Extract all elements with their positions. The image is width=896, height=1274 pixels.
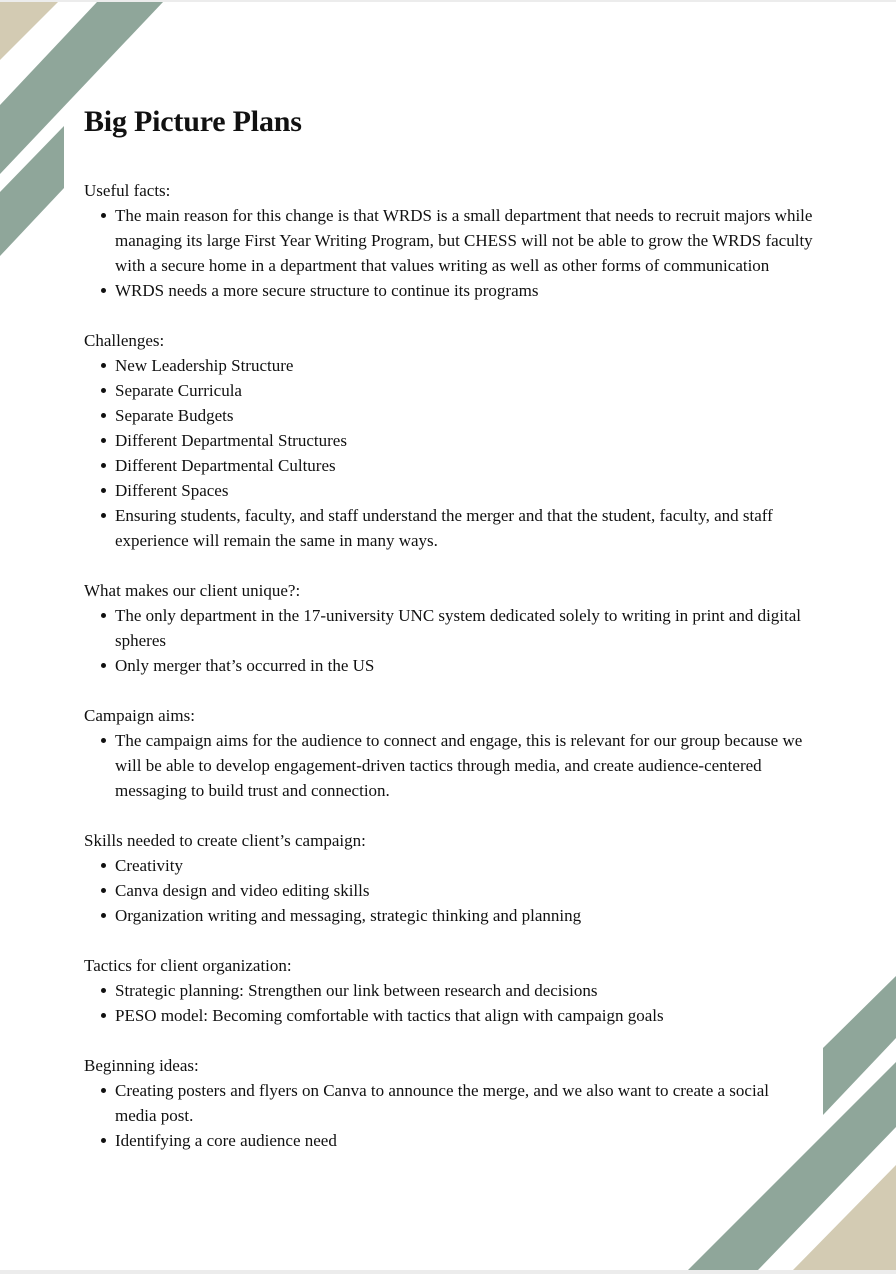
- section-label: Beginning ideas:: [84, 1056, 199, 1075]
- bullet-list: [84, 978, 814, 1028]
- list-item: The only department in the 17-university UNC system dedicated solely to writing in print and digital spheres: [115, 603, 814, 653]
- list-item: Different Departmental Structures: [115, 428, 814, 453]
- bullet-list: [84, 853, 814, 928]
- list-item: Organization writing and messaging, strategic thinking and planning: [115, 903, 814, 928]
- list-item: New Leadership Structure: [115, 353, 814, 378]
- section-useful-facts: [84, 178, 814, 303]
- list-item: Different Spaces: [115, 478, 814, 503]
- list-item: The main reason for this change is that WRDS is a small department that needs to recruit majors while managing its large First Year Writing Program, but CHESS will not be able to grow the WRDS faculty with a secure home in a department that values writing as well as other forms of communication: [115, 203, 814, 278]
- document-body: [84, 102, 814, 1178]
- bullet-list: [84, 353, 814, 553]
- list-item: Identifying a core audience need: [115, 1128, 814, 1153]
- bullet-list: [84, 728, 814, 803]
- list-item: Creativity: [115, 853, 814, 878]
- section-client-unique: [84, 578, 814, 678]
- list-item: Separate Budgets: [115, 403, 814, 428]
- section-label: Campaign aims:: [84, 706, 195, 725]
- section-skills-needed: [84, 828, 814, 928]
- list-item: WRDS needs a more secure structure to continue its programs: [115, 278, 814, 303]
- section-label: What makes our client unique?:: [84, 581, 301, 600]
- section-label: Tactics for client organization:: [84, 956, 292, 975]
- list-item: Strategic planning: Strengthen our link between research and decisions: [115, 978, 814, 1003]
- list-item: Creating posters and flyers on Canva to announce the merge, and we also want to create a social media post.: [115, 1078, 814, 1128]
- list-item: Ensuring students, faculty, and staff understand the merger and that the student, faculty, and staff experience will remain the same in many ways.: [115, 503, 814, 553]
- section-beginning-ideas: [84, 1053, 814, 1153]
- bullet-list: [84, 603, 814, 678]
- list-item: Different Departmental Cultures: [115, 453, 814, 478]
- section-label: Challenges:: [84, 331, 165, 350]
- list-item: The campaign aims for the audience to connect and engage, this is relevant for our group because we will be able to develop engagement-driven tactics through media, and create audience-centered messaging to build trust and connection.: [115, 728, 814, 803]
- section-campaign-aims: [84, 703, 814, 803]
- stripe-tan-top-left: [0, 2, 58, 60]
- document-page: [0, 2, 896, 1270]
- section-label: Skills needed to create client’s campaign:: [84, 831, 366, 850]
- section-tactics: [84, 953, 814, 1028]
- bullet-list: [84, 203, 814, 303]
- list-item: Canva design and video editing skills: [115, 878, 814, 903]
- bullet-list: [84, 1078, 814, 1153]
- page-title: Big Picture Plans: [84, 105, 302, 138]
- section-label: Useful facts:: [84, 181, 171, 200]
- list-item: Separate Curricula: [115, 378, 814, 403]
- list-item: Only merger that’s occurred in the US: [115, 653, 814, 678]
- list-item: PESO model: Becoming comfortable with tactics that align with campaign goals: [115, 1003, 814, 1028]
- section-challenges: [84, 328, 814, 553]
